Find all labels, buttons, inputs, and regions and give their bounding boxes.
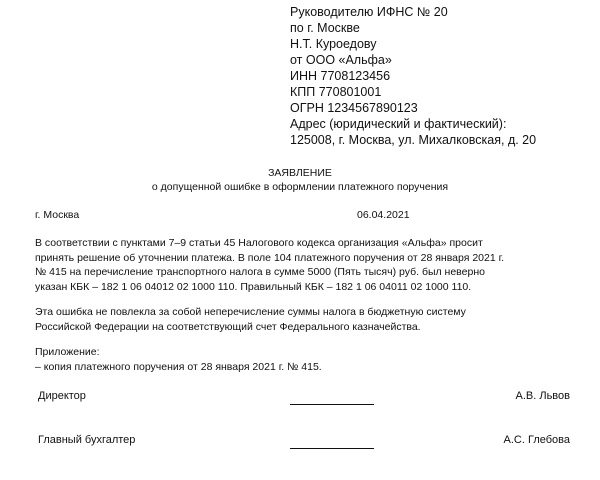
document-subtitle: о допущенной ошибке в оформлении платежного поручения bbox=[151, 181, 449, 193]
addressee-line: ИНН 7708123456 bbox=[290, 69, 391, 83]
attachment-section bbox=[35, 345, 590, 374]
body-paragraph-request bbox=[35, 236, 590, 294]
paragraph-line: В соответствии с пунктами 7–9 статьи 45 Налогового кодекса организация «Альфа» просит bbox=[35, 237, 483, 249]
addressee-line: Руководителю ИФНС № 20 bbox=[290, 5, 448, 19]
signature-role: Директор bbox=[38, 390, 86, 402]
signature-row-chief-accountant bbox=[0, 434, 600, 454]
signature-line bbox=[290, 404, 374, 405]
paragraph-line: принять решение об уточнении платежа. В поле 104 платежного поручения от 28 января 2021 г. bbox=[35, 251, 505, 264]
paragraph-line: № 415 на перечисление транспортного налога в сумме 5000 (Пять тысяч) руб. был неверно bbox=[35, 266, 485, 278]
attachment-heading: Приложение: bbox=[35, 346, 100, 358]
addressee-line: Адрес (юридический и фактический): bbox=[290, 117, 507, 131]
addressee-line: Н.Т. Куроедову bbox=[290, 37, 377, 51]
signer-name: А.С. Глебова bbox=[503, 434, 570, 446]
document-title: ЗАЯВЛЕНИЕ bbox=[268, 167, 332, 179]
signature-row-director bbox=[0, 390, 600, 410]
paragraph-line: указан КБК – 182 1 06 04012 02 1000 110. Правильный КБК – 182 1 06 04011 02 1000 110. bbox=[35, 280, 472, 293]
signer-name: А.В. Львов bbox=[515, 390, 570, 402]
document-place: г. Москва bbox=[35, 209, 80, 221]
document-heading bbox=[0, 166, 600, 194]
signature-role: Главный бухгалтер bbox=[38, 434, 136, 446]
addressee-line: КПП 770801001 bbox=[290, 85, 382, 99]
paragraph-line: Российской Федерации на соответствующий счет Федерального казначейства. bbox=[35, 320, 421, 333]
attachment-item: – копия платежного поручения от 28 января 2021 г. № 415. bbox=[35, 360, 322, 373]
addressee-line: от ООО «Альфа» bbox=[290, 53, 392, 67]
addressee-line: ОГРН 1234567890123 bbox=[290, 101, 418, 115]
addressee-line: 125008, г. Москва, ул. Михалковская, д. 20 bbox=[290, 133, 537, 147]
signature-line bbox=[290, 448, 374, 449]
paragraph-line: Эта ошибка не повлекла за собой неперечисление суммы налога в бюджетную систему bbox=[35, 306, 466, 318]
document-date: 06.04.2021 bbox=[357, 209, 410, 221]
body-paragraph-note bbox=[35, 305, 590, 334]
addressee-block bbox=[290, 4, 590, 148]
addressee-line: по г. Москве bbox=[290, 21, 360, 35]
